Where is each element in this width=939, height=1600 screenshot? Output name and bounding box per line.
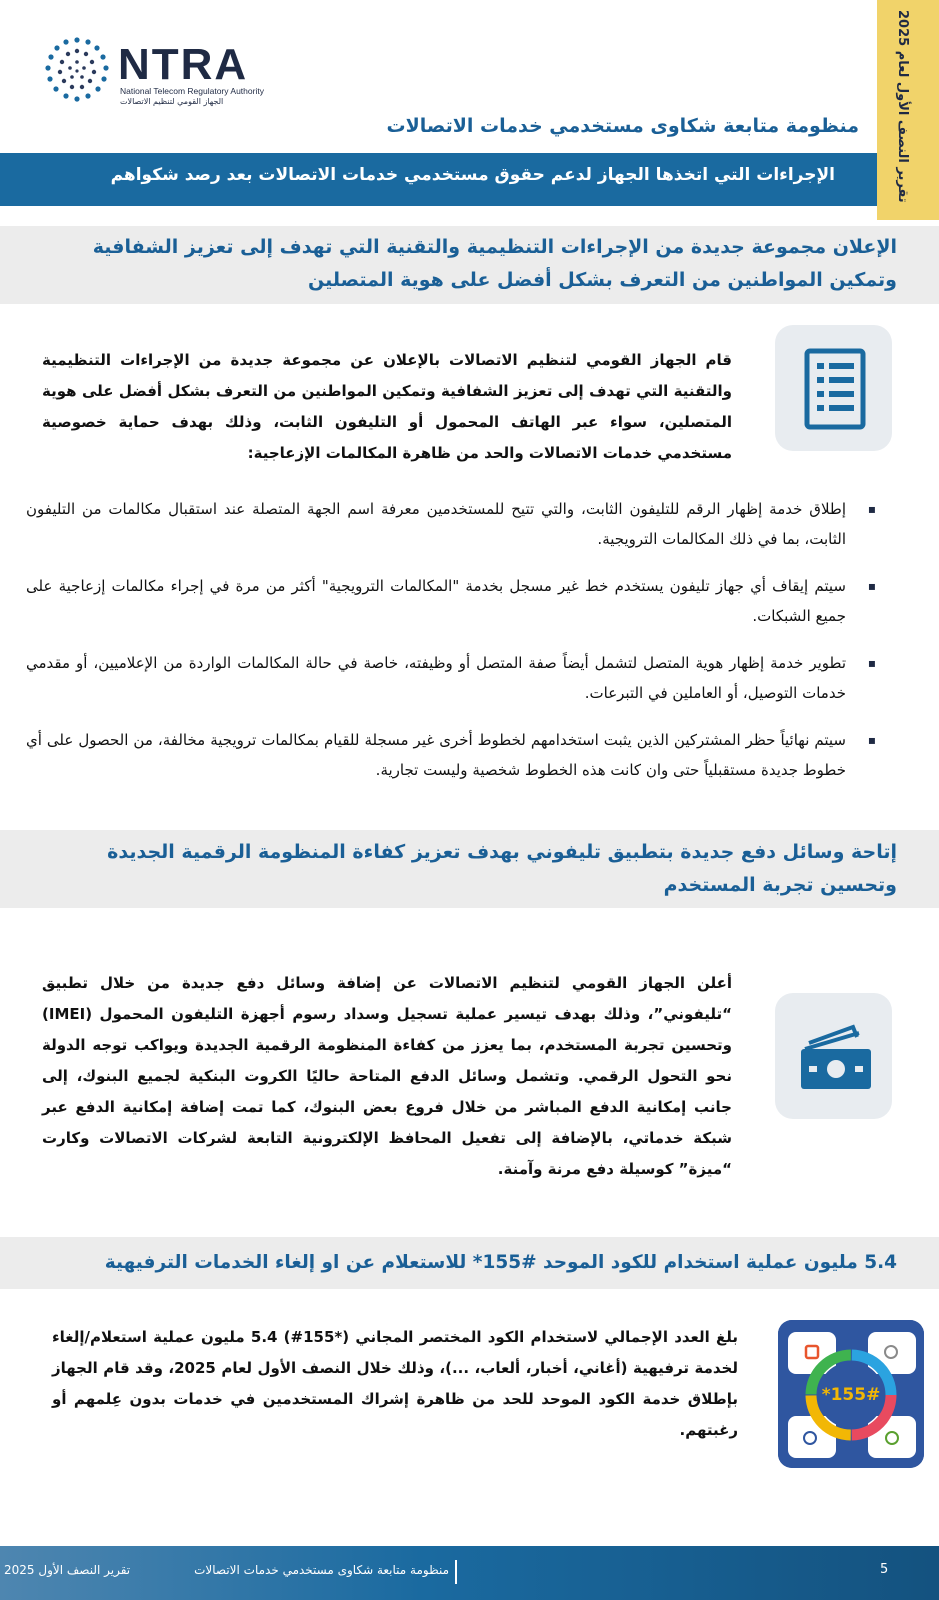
logo-subtitle-ar: الجهاز القومي لتنظيم الاتصالات — [120, 97, 224, 106]
footer-report-title: تقرير النصف الأول 2025 — [4, 1563, 131, 1577]
section-1-bullet-list — [26, 494, 876, 802]
document-list-icon — [775, 325, 892, 451]
section-3-body: بلغ العدد الإجمالي لاستخدام الكود المختصر المجاني (*155#) 5.4 مليون عملية استعلام/إلغاء لخدمة ترفيهية (أغاني، أخبار، ألعاب، ...)، وذلك خلال النصف الأول لعام 2025، وقد قام الجهاز بإطلاق خدمة الكود الموحد للحد من ظاهرة إشراك المستخدمين في خدمات بدون عِلمهم أو رغبتهم. — [52, 1328, 738, 1439]
section-heading-2 — [0, 830, 939, 908]
page-banner — [0, 153, 877, 206]
logo-wordmark: NTRA — [118, 40, 249, 89]
section-heading-2-line1: إتاحة وسائل دفع جديدة بتطبيق تليفوني بهدف تعزيز كفاءة المنظومة الرقمية الجديدة — [107, 841, 897, 863]
list-item: ▪ تطوير خدمة إظهار هوية المتصل لتشمل أيضاً صفة المتصل أو وظيفته، خاصة في حالة المكالمات الواردة من الإعلاميين، أو مقدمي خدمات التوصيل، أو العاملين في التبرعات. — [26, 648, 876, 708]
section-heading-1-line2: وتمكين المواطنين من التعرف بشكل أفضل على هوية المتصلين — [308, 269, 897, 291]
page-footer — [0, 1546, 939, 1600]
section-heading-3-text: 5.4 مليون عملية استخدام للكود الموحد #155* للاستعلام عن او إلغاء الخدمات الترفيهية — [104, 1252, 897, 1273]
ntra-dots-icon — [40, 34, 114, 108]
section-heading-3 — [0, 1237, 939, 1289]
list-item: ▪ سيتم إيقاف أي جهاز تليفون يستخدم خط غير مسجل بخدمة "المكالمات الترويجية" أكثر من مرة في إجراء مكالمات إزعاجية على جميع الشبكات. — [26, 571, 876, 631]
code-155-icon-box — [778, 1320, 924, 1468]
page-number: 5 — [880, 1562, 889, 1577]
payment-icon-box — [775, 993, 892, 1119]
banner-title: الإجراءات التي اتخذها الجهاز لدعم حقوق مستخدمي خدمات الاتصالات بعد رصد شكواهم — [110, 165, 835, 185]
section-heading-1 — [0, 226, 939, 304]
ntra-logo — [40, 34, 264, 114]
list-item: ▪ سيتم نهائياً حظر المشتركين الذين يثبت استخدامهم لخطوط أخرى غير مسجلة للقيام بمكالمات ترويجية مخالفة، من الحصول على أي خطوط جديدة مستقبلياً حتى وان كانت هذه الخطوط شخصية وليست تجارية. — [26, 725, 876, 785]
money-bills-icon — [775, 993, 892, 1119]
document-icon-box — [775, 325, 892, 451]
list-item: ▪ إطلاق خدمة إظهار الرقم للتليفون الثابت، والتي تتيح للمستخدمين معرفة اسم الجهة المتصلة عند استقبال مكالمات من التليفون الثابت، بما في ذلك المكالمات الترويجية. — [26, 494, 876, 554]
report-tag — [877, 0, 939, 220]
section-2-body: أعلن الجهاز القومي لتنظيم الاتصالات عن إضافة وسائل دفع جديدة من خلال تطبيق “تليفوني”، وذلك بهدف تيسير عملية تسجيل وسداد رسوم أجهزة التليفون المحمول (IMEI) وتحسين تجربة المستخدم، بما يعزز من كفاءة المنظومة الرقمية الجديدة ويواكب توجه الدولة نحو التحول الرقمي. وتشمل وسائل الدفع المتاحة حاليًا الكروت البنكية لجميع البنوك، إلى جانب إمكانية الدفع المباشر من خلال فروع بعض البنوك، كما تمت إضافة إمكانية الدفع عبر شبكة خدماتي، بالإضافة إلى تفعيل المحافظ الإلكترونية التابعة لشركات الاتصالات وكارت “ميزة” كوسيلة دفع مرنة وآمنة. — [42, 974, 732, 1178]
report-tag-label: تقرير النصف الأول لعام 2025 — [895, 10, 910, 203]
section-heading-1-line1: الإعلان مجموعة جديدة من الإجراءات التنظيمية والتقنية التي تهدف إلى تعزيز الشفافية — [92, 236, 897, 258]
section-1-intro: قام الجهاز القومي لتنظيم الاتصالات بالإعلان عن مجموعة جديدة من الإجراءات التنظيمية والتقنية التي تهدف إلى تعزيز الشفافية وتمكين المواطنين من التعرف بشكل أفضل على هوية المتصلين، سواء عبر الهاتف المحمول أو التليفون الثابت، وذلك بهدف حماية خصوصية مستخدمي خدمات الاتصالات والحد من ظاهرة المكالمات الإزعاجية: — [42, 351, 732, 462]
code-155-label: *155# — [821, 1385, 881, 1405]
footer-divider — [455, 1560, 457, 1584]
footer-system-title: منظومة متابعة شكاوى مستخدمي خدمات الاتصالات — [194, 1563, 449, 1577]
system-title: منظومة متابعة شكاوى مستخدمي خدمات الاتصالات — [386, 115, 859, 137]
section-heading-2-line2: وتحسين تجربة المستخدم — [663, 874, 897, 896]
logo-subtitle-en: National Telecom Regulatory Authority — [120, 86, 264, 96]
